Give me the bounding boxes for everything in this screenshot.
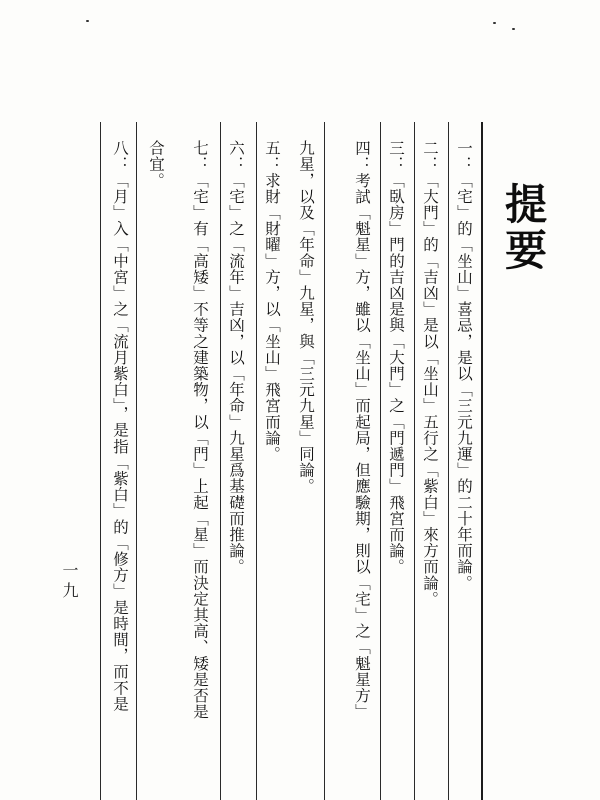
text-column-8: 七：「宅」有「高矮」不等之建築物，以「門」上起「星」而決定其高、矮是否是 [191,140,209,720]
text-column-3: 三：「臥房」門的吉凶是與「大門」之「門遞門」飛宮而論。 [387,140,405,575]
column-rule [324,122,325,800]
text-column-1: 一：「宅」的「坐山」喜忌，是以「三元九運」的二十年而論。 [455,140,473,591]
text-column-7: 六：「宅」之「流年」吉凶，以「年命」九星爲基礎而推論。 [227,140,245,575]
column-rule [380,122,381,800]
text-column-4: 四：考試「魁星」方，雖以「坐山」而起局，但應驗期，則以「宅」之「魁星方」 [353,140,371,720]
scan-speck [512,28,515,30]
text-column-5: 九星，以及「年命」九星，與「三元九星」同論。 [297,140,315,495]
column-rule [136,122,137,800]
column-rule [100,122,101,800]
column-rule [414,122,415,800]
column-rule [448,122,449,800]
column-rule [220,122,221,800]
scan-speck [493,22,496,24]
text-column-10: 八：「月」入「中宮」之「流月紫白」，是指「紫白」的「修方」是時間，而不是 [111,140,129,712]
text-column-2: 二：「大門」的「吉凶」是以「坐山」五行之「紫白」來方而論。 [421,140,439,607]
page-title: 提要 [499,182,548,274]
text-column-6: 五：求財「財曜」方，以「坐山」飛宮而論。 [263,140,281,462]
scan-speck [86,20,89,22]
column-rule [256,122,257,800]
text-column-9: 合宜。 [147,140,165,189]
header-rule [481,122,483,800]
page-number: 一九 [60,562,79,602]
